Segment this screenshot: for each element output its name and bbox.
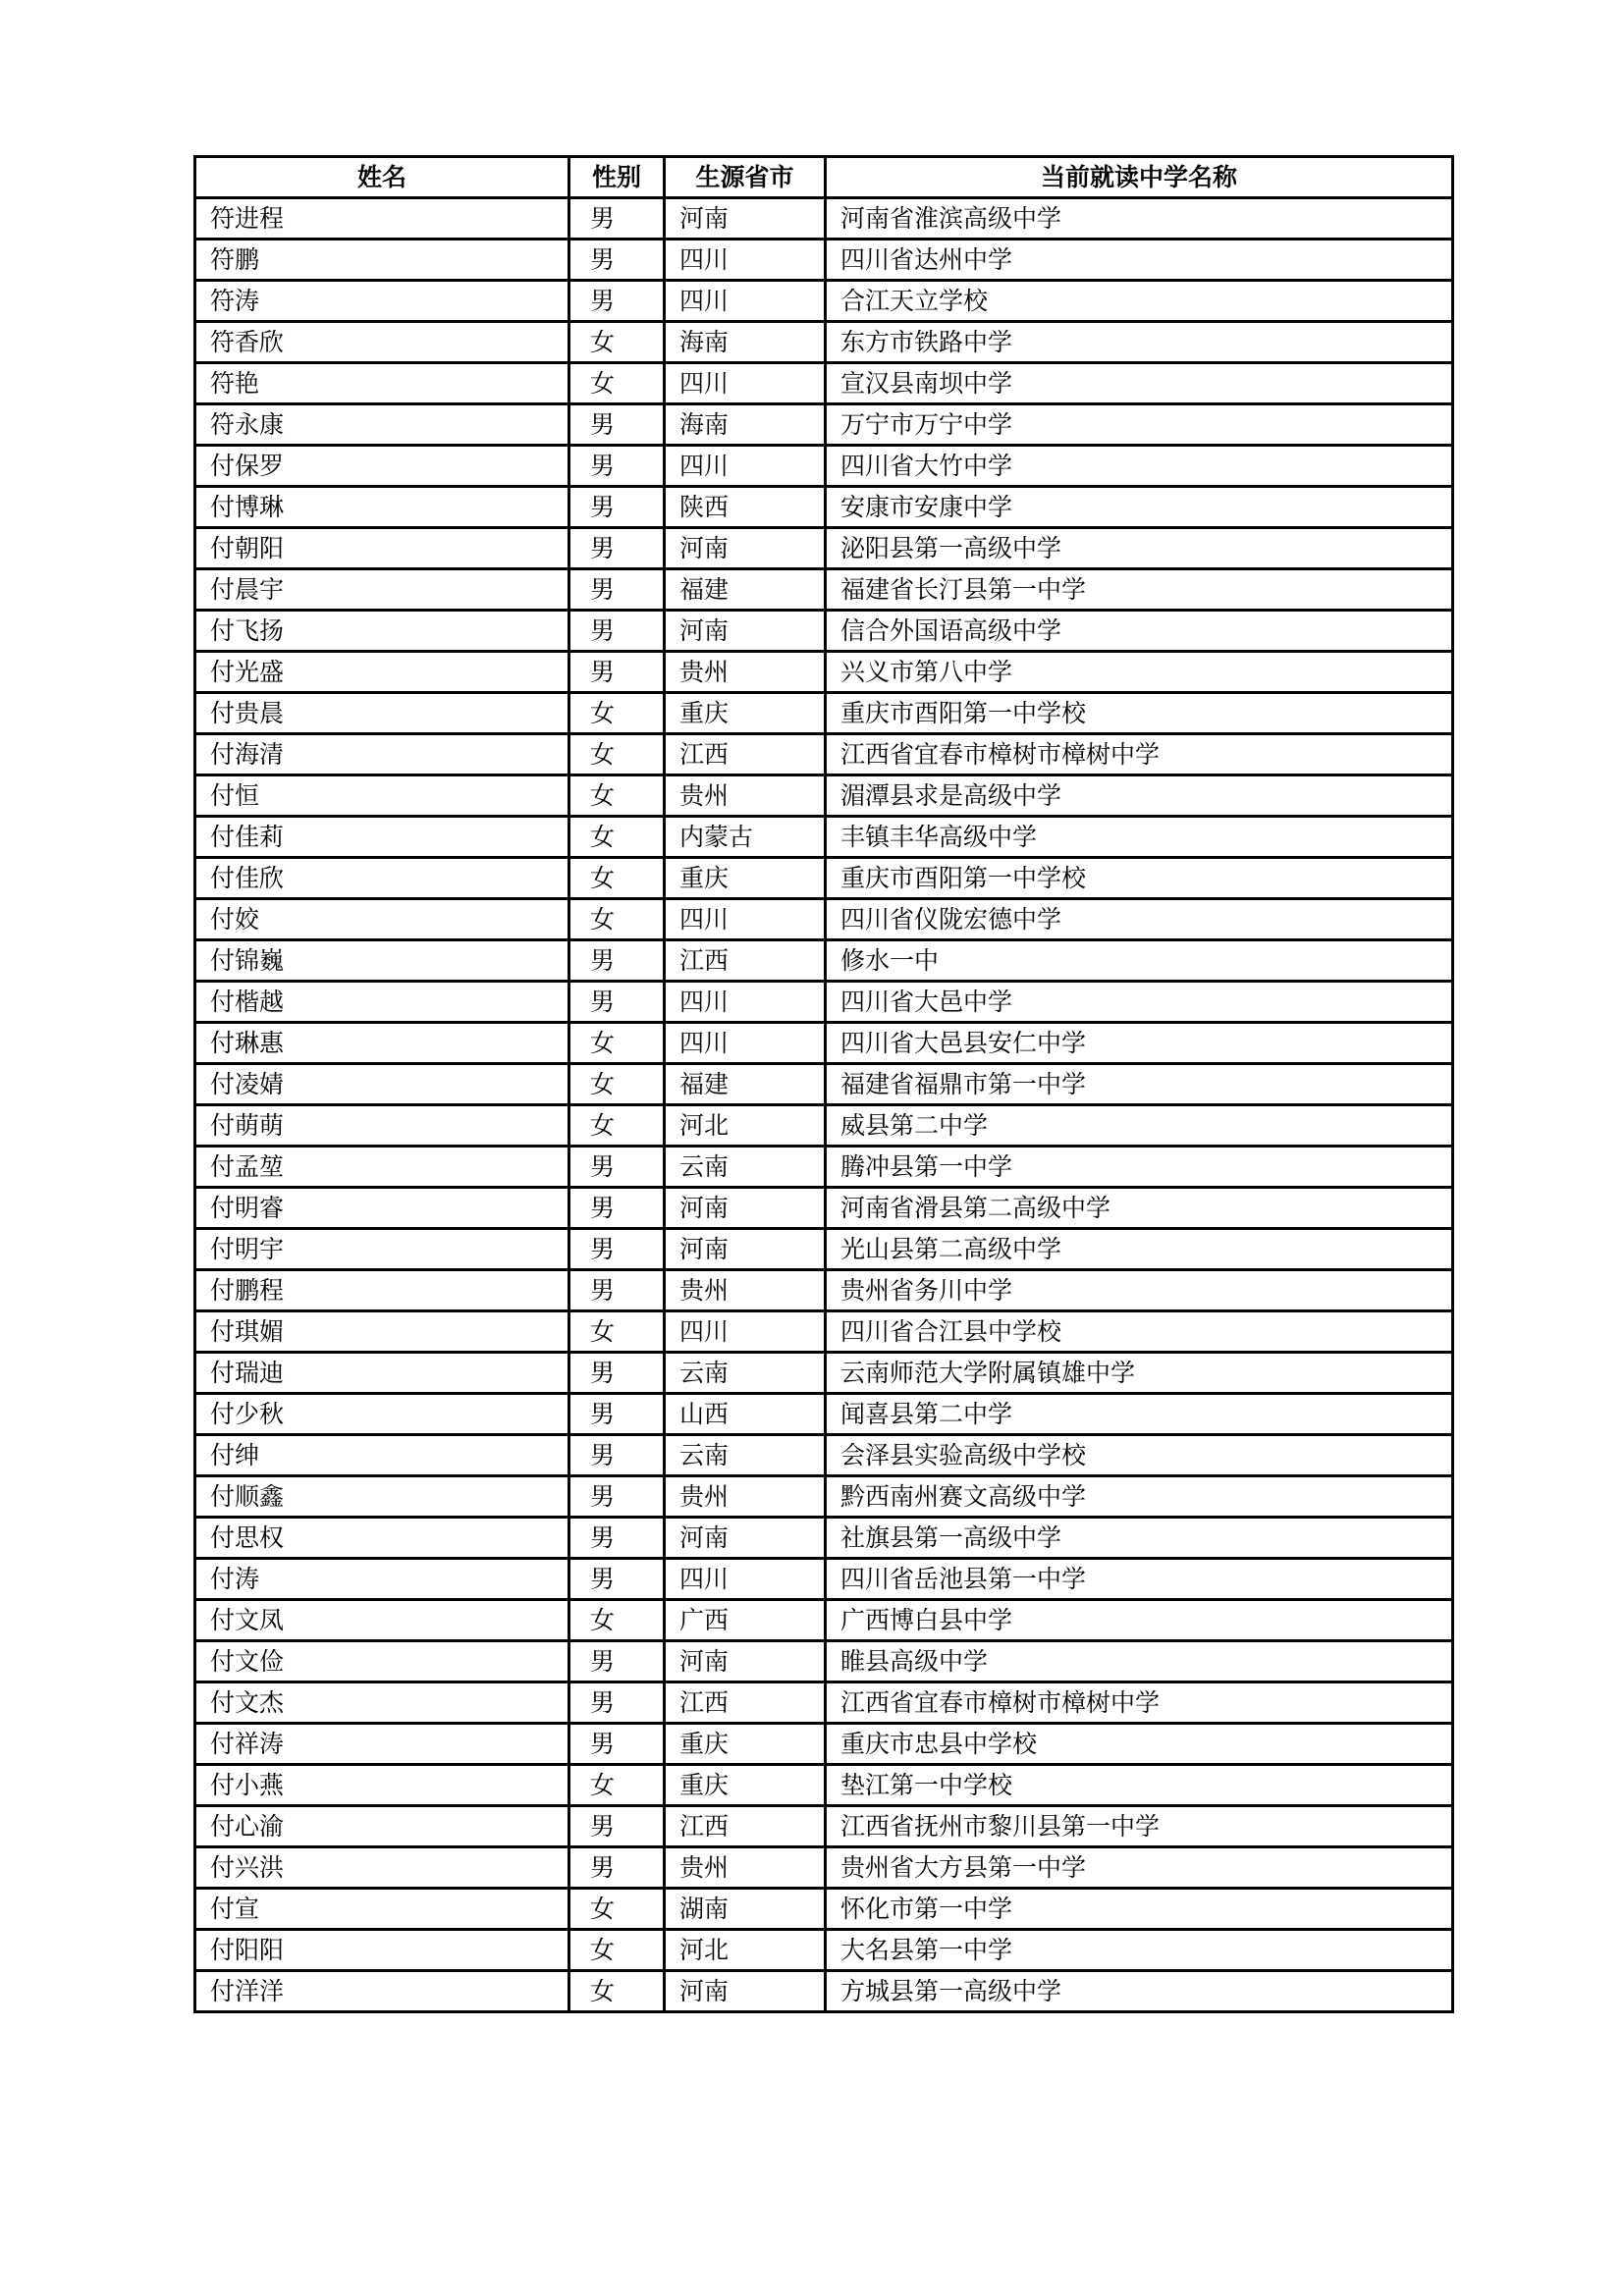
- cell-province: 河南: [665, 1188, 826, 1229]
- cell-province: 广西: [665, 1600, 826, 1641]
- cell-gender: 女: [569, 1765, 665, 1806]
- cell-gender: 男: [569, 569, 665, 611]
- cell-province: 贵州: [665, 775, 826, 817]
- cell-name: 付瑞迪: [195, 1353, 569, 1394]
- cell-gender: 男: [569, 1847, 665, 1889]
- cell-name: 付顺鑫: [195, 1476, 569, 1518]
- header-province: 生源省市: [665, 157, 826, 198]
- cell-gender: 女: [569, 899, 665, 940]
- table-row: [195, 1847, 1453, 1889]
- table-row: [195, 487, 1453, 528]
- cell-gender: 男: [569, 1641, 665, 1682]
- cell-name: 付阳阳: [195, 1930, 569, 1971]
- cell-province: 贵州: [665, 652, 826, 693]
- cell-name: 付朝阳: [195, 528, 569, 569]
- cell-gender: 男: [569, 446, 665, 487]
- table-row: [195, 404, 1453, 446]
- cell-province: 河南: [665, 611, 826, 652]
- cell-name: 付鹏程: [195, 1270, 569, 1311]
- table-row: [195, 1188, 1453, 1229]
- cell-province: 福建: [665, 569, 826, 611]
- cell-name: 付保罗: [195, 446, 569, 487]
- cell-school: 威县第二中学: [826, 1105, 1453, 1147]
- cell-province: 河南: [665, 1641, 826, 1682]
- cell-gender: 女: [569, 1971, 665, 2012]
- cell-province: 内蒙古: [665, 817, 826, 858]
- cell-gender: 女: [569, 322, 665, 363]
- table-row: [195, 528, 1453, 569]
- cell-name: 付凌婧: [195, 1064, 569, 1105]
- cell-school: 信合外国语高级中学: [826, 611, 1453, 652]
- cell-gender: 男: [569, 1518, 665, 1559]
- cell-province: 四川: [665, 240, 826, 281]
- table-row: [195, 1311, 1453, 1353]
- table-row: [195, 1559, 1453, 1600]
- cell-province: 河北: [665, 1105, 826, 1147]
- table-row: [195, 1518, 1453, 1559]
- cell-school: 泌阳县第一高级中学: [826, 528, 1453, 569]
- cell-gender: 女: [569, 363, 665, 404]
- table-row: [195, 1724, 1453, 1765]
- table-row: [195, 1765, 1453, 1806]
- cell-gender: 男: [569, 982, 665, 1023]
- cell-school: 河南省淮滨高级中学: [826, 198, 1453, 240]
- cell-gender: 女: [569, 1311, 665, 1353]
- cell-province: 云南: [665, 1147, 826, 1188]
- cell-name: 付少秋: [195, 1394, 569, 1435]
- cell-name: 付萌萌: [195, 1105, 569, 1147]
- cell-school: 社旗县第一高级中学: [826, 1518, 1453, 1559]
- header-gender: 性别: [569, 157, 665, 198]
- table-row: [195, 1435, 1453, 1476]
- cell-school: 垫江第一中学校: [826, 1765, 1453, 1806]
- table-row: [195, 1971, 1453, 2012]
- cell-name: 付文杰: [195, 1682, 569, 1724]
- table-row: [195, 1270, 1453, 1311]
- cell-gender: 男: [569, 1188, 665, 1229]
- table-row: [195, 1105, 1453, 1147]
- table-row: [195, 1394, 1453, 1435]
- table-row: [195, 982, 1453, 1023]
- cell-province: 四川: [665, 363, 826, 404]
- cell-province: 陕西: [665, 487, 826, 528]
- table-row: [195, 1682, 1453, 1724]
- table-row: [195, 281, 1453, 322]
- cell-school: 睢县高级中学: [826, 1641, 1453, 1682]
- cell-gender: 女: [569, 734, 665, 775]
- table-row: [195, 1930, 1453, 1971]
- cell-name: 付孟堃: [195, 1147, 569, 1188]
- cell-province: 四川: [665, 899, 826, 940]
- cell-province: 重庆: [665, 693, 826, 734]
- cell-name: 付楷越: [195, 982, 569, 1023]
- cell-name: 付博琳: [195, 487, 569, 528]
- table-row: [195, 817, 1453, 858]
- cell-name: 付琳惠: [195, 1023, 569, 1064]
- cell-school: 黔西南州赛文高级中学: [826, 1476, 1453, 1518]
- cell-gender: 女: [569, 1023, 665, 1064]
- cell-school: 四川省仪陇宏德中学: [826, 899, 1453, 940]
- table-row: [195, 1600, 1453, 1641]
- cell-school: 四川省大邑县安仁中学: [826, 1023, 1453, 1064]
- cell-school: 合江天立学校: [826, 281, 1453, 322]
- cell-gender: 男: [569, 1353, 665, 1394]
- cell-province: 贵州: [665, 1847, 826, 1889]
- cell-name: 付恒: [195, 775, 569, 817]
- cell-school: 丰镇丰华高级中学: [826, 817, 1453, 858]
- cell-school: 江西省抚州市黎川县第一中学: [826, 1806, 1453, 1847]
- cell-name: 付贵晨: [195, 693, 569, 734]
- cell-school: 江西省宜春市樟树市樟树中学: [826, 734, 1453, 775]
- cell-school: 闻喜县第二中学: [826, 1394, 1453, 1435]
- cell-school: 重庆市忠县中学校: [826, 1724, 1453, 1765]
- table-row: [195, 899, 1453, 940]
- cell-name: 付明宇: [195, 1229, 569, 1270]
- cell-school: 重庆市酉阳第一中学校: [826, 693, 1453, 734]
- cell-province: 海南: [665, 404, 826, 446]
- cell-gender: 女: [569, 858, 665, 899]
- cell-school: 贵州省务川中学: [826, 1270, 1453, 1311]
- cell-name: 符进程: [195, 198, 569, 240]
- cell-name: 付涛: [195, 1559, 569, 1600]
- table-row: [195, 1641, 1453, 1682]
- cell-name: 付海清: [195, 734, 569, 775]
- cell-school: 福建省福鼎市第一中学: [826, 1064, 1453, 1105]
- cell-gender: 男: [569, 940, 665, 982]
- cell-province: 重庆: [665, 858, 826, 899]
- cell-province: 四川: [665, 446, 826, 487]
- cell-province: 福建: [665, 1064, 826, 1105]
- cell-name: 符艳: [195, 363, 569, 404]
- cell-gender: 男: [569, 611, 665, 652]
- cell-gender: 男: [569, 198, 665, 240]
- cell-gender: 女: [569, 817, 665, 858]
- cell-name: 符鹏: [195, 240, 569, 281]
- cell-school: 福建省长汀县第一中学: [826, 569, 1453, 611]
- cell-province: 四川: [665, 1559, 826, 1600]
- cell-name: 付思权: [195, 1518, 569, 1559]
- cell-province: 四川: [665, 982, 826, 1023]
- cell-name: 付祥涛: [195, 1724, 569, 1765]
- table-row: [195, 1147, 1453, 1188]
- cell-school: 四川省达州中学: [826, 240, 1453, 281]
- cell-gender: 男: [569, 1682, 665, 1724]
- table-row: [195, 363, 1453, 404]
- cell-name: 付飞扬: [195, 611, 569, 652]
- cell-school: 湄潭县求是高级中学: [826, 775, 1453, 817]
- cell-gender: 男: [569, 1394, 665, 1435]
- cell-province: 江西: [665, 940, 826, 982]
- cell-province: 河南: [665, 1229, 826, 1270]
- table-row: [195, 734, 1453, 775]
- cell-province: 云南: [665, 1435, 826, 1476]
- cell-school: 怀化市第一中学: [826, 1889, 1453, 1930]
- cell-school: 会泽县实验高级中学校: [826, 1435, 1453, 1476]
- cell-gender: 男: [569, 1435, 665, 1476]
- cell-name: 符香欣: [195, 322, 569, 363]
- cell-school: 光山县第二高级中学: [826, 1229, 1453, 1270]
- cell-name: 付洋洋: [195, 1971, 569, 2012]
- cell-name: 付明睿: [195, 1188, 569, 1229]
- cell-school: 宣汉县南坝中学: [826, 363, 1453, 404]
- cell-gender: 男: [569, 1270, 665, 1311]
- cell-school: 云南师范大学附属镇雄中学: [826, 1353, 1453, 1394]
- cell-gender: 男: [569, 404, 665, 446]
- cell-name: 付琪媚: [195, 1311, 569, 1353]
- cell-name: 付佳莉: [195, 817, 569, 858]
- cell-school: 贵州省大方县第一中学: [826, 1847, 1453, 1889]
- cell-province: 河南: [665, 198, 826, 240]
- cell-gender: 男: [569, 1724, 665, 1765]
- cell-province: 海南: [665, 322, 826, 363]
- table-row: [195, 1889, 1453, 1930]
- cell-school: 修水一中: [826, 940, 1453, 982]
- cell-school: 万宁市万宁中学: [826, 404, 1453, 446]
- cell-name: 付心渝: [195, 1806, 569, 1847]
- cell-gender: 男: [569, 281, 665, 322]
- table-row: [195, 1229, 1453, 1270]
- table-row: [195, 240, 1453, 281]
- table-body: [195, 198, 1453, 2012]
- cell-province: 四川: [665, 281, 826, 322]
- table-row: [195, 693, 1453, 734]
- table-header-row: [195, 157, 1453, 198]
- cell-gender: 男: [569, 487, 665, 528]
- cell-school: 重庆市酉阳第一中学校: [826, 858, 1453, 899]
- cell-school: 四川省合江县中学校: [826, 1311, 1453, 1353]
- cell-name: 符永康: [195, 404, 569, 446]
- cell-name: 付文凤: [195, 1600, 569, 1641]
- table-row: [195, 322, 1453, 363]
- cell-school: 四川省大邑中学: [826, 982, 1453, 1023]
- table-row: [195, 611, 1453, 652]
- cell-school: 腾冲县第一中学: [826, 1147, 1453, 1188]
- cell-name: 付绅: [195, 1435, 569, 1476]
- cell-school: 安康市安康中学: [826, 487, 1453, 528]
- cell-province: 四川: [665, 1311, 826, 1353]
- table-row: [195, 198, 1453, 240]
- cell-gender: 女: [569, 1600, 665, 1641]
- cell-province: 河南: [665, 1518, 826, 1559]
- cell-name: 符涛: [195, 281, 569, 322]
- header-name: 姓名: [195, 157, 569, 198]
- cell-gender: 男: [569, 652, 665, 693]
- cell-gender: 男: [569, 1229, 665, 1270]
- cell-name: 付文俭: [195, 1641, 569, 1682]
- cell-province: 重庆: [665, 1724, 826, 1765]
- cell-name: 付晨宇: [195, 569, 569, 611]
- cell-school: 四川省岳池县第一中学: [826, 1559, 1453, 1600]
- table-row: [195, 1064, 1453, 1105]
- table-row: [195, 1476, 1453, 1518]
- cell-school: 四川省大竹中学: [826, 446, 1453, 487]
- table-row: [195, 940, 1453, 982]
- cell-gender: 女: [569, 1064, 665, 1105]
- cell-province: 山西: [665, 1394, 826, 1435]
- header-school: 当前就读中学名称: [826, 157, 1453, 198]
- cell-province: 江西: [665, 734, 826, 775]
- cell-province: 贵州: [665, 1476, 826, 1518]
- cell-gender: 女: [569, 1889, 665, 1930]
- cell-name: 付光盛: [195, 652, 569, 693]
- table-row: [195, 1023, 1453, 1064]
- table-row: [195, 858, 1453, 899]
- cell-school: 大名县第一中学: [826, 1930, 1453, 1971]
- cell-province: 河北: [665, 1930, 826, 1971]
- cell-gender: 男: [569, 240, 665, 281]
- cell-name: 付佳欣: [195, 858, 569, 899]
- table-row: [195, 652, 1453, 693]
- cell-school: 广西博白县中学: [826, 1600, 1453, 1641]
- cell-name: 付兴洪: [195, 1847, 569, 1889]
- cell-school: 东方市铁路中学: [826, 322, 1453, 363]
- cell-gender: 男: [569, 1476, 665, 1518]
- cell-province: 湖南: [665, 1889, 826, 1930]
- cell-name: 付锦巍: [195, 940, 569, 982]
- cell-name: 付姣: [195, 899, 569, 940]
- table-row: [195, 1806, 1453, 1847]
- cell-gender: 男: [569, 528, 665, 569]
- cell-name: 付宣: [195, 1889, 569, 1930]
- cell-gender: 女: [569, 1105, 665, 1147]
- cell-school: 方城县第一高级中学: [826, 1971, 1453, 2012]
- cell-province: 云南: [665, 1353, 826, 1394]
- cell-province: 贵州: [665, 1270, 826, 1311]
- table-row: [195, 569, 1453, 611]
- cell-gender: 男: [569, 1147, 665, 1188]
- cell-gender: 女: [569, 775, 665, 817]
- cell-gender: 女: [569, 1930, 665, 1971]
- cell-province: 重庆: [665, 1765, 826, 1806]
- cell-province: 河南: [665, 528, 826, 569]
- cell-province: 四川: [665, 1023, 826, 1064]
- cell-gender: 女: [569, 693, 665, 734]
- table-row: [195, 446, 1453, 487]
- table-row: [195, 775, 1453, 817]
- cell-school: 江西省宜春市樟树市樟树中学: [826, 1682, 1453, 1724]
- cell-school: 河南省滑县第二高级中学: [826, 1188, 1453, 1229]
- cell-school: 兴义市第八中学: [826, 652, 1453, 693]
- cell-province: 江西: [665, 1682, 826, 1724]
- cell-gender: 男: [569, 1806, 665, 1847]
- cell-province: 江西: [665, 1806, 826, 1847]
- table-row: [195, 1353, 1453, 1394]
- student-roster-table: [193, 155, 1454, 2013]
- cell-province: 河南: [665, 1971, 826, 2012]
- cell-gender: 男: [569, 1559, 665, 1600]
- cell-name: 付小燕: [195, 1765, 569, 1806]
